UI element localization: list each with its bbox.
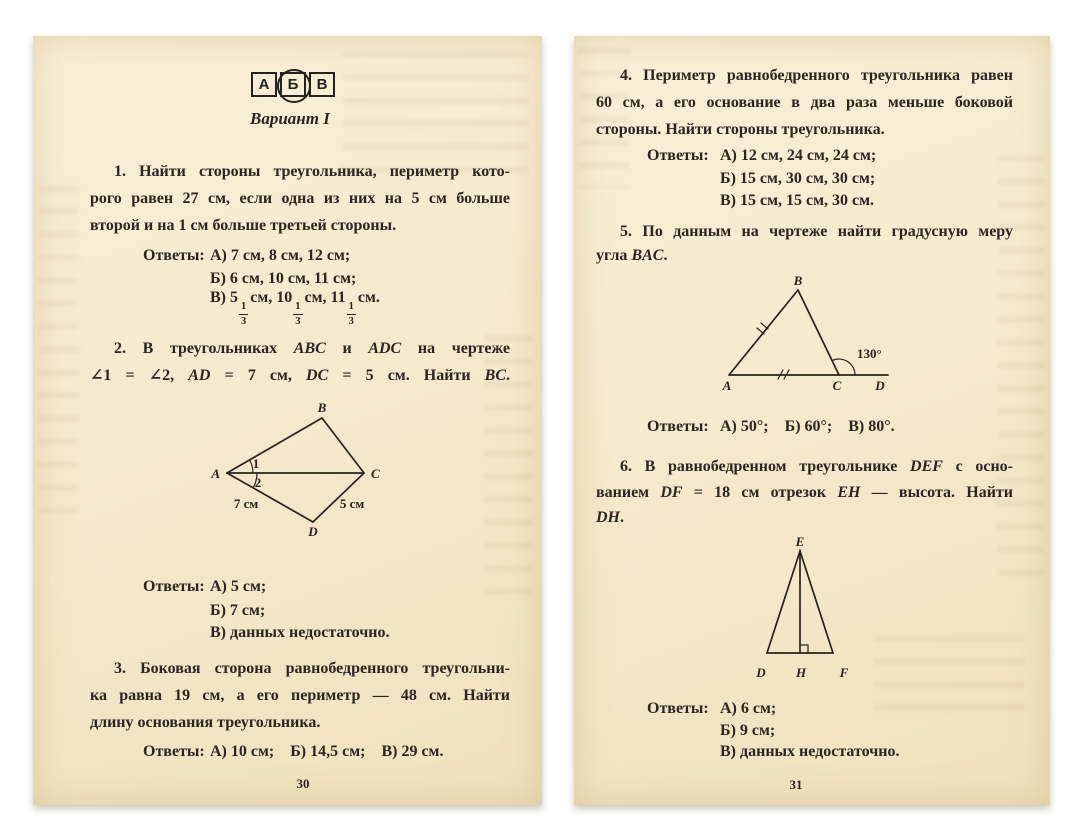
label-D: D [875,378,885,393]
math-var: EH [837,484,861,501]
problem4-line1: 4. Периметр равнобедренного треугольника равен [620,67,1013,84]
problem5-line1: 5. По данным на чертеже найти градусную меру [620,223,1013,240]
answer-key-circle-mark [277,69,311,103]
text-segment: угла [596,247,632,264]
label-C: C [832,378,842,393]
math-var: BC [484,367,506,384]
problem5-answers [720,417,895,437]
problem5-answer-v: В) 80°. [848,418,895,435]
right-angle-mark [800,645,808,653]
tick-AB-2 [761,323,768,329]
math-var: DEF [910,458,943,475]
problem3-answer-v: В) 29 см. [381,743,444,760]
text-segment: — высота. Найти [860,484,1013,501]
problem5-answer-b: Б) 60°; [784,418,833,435]
text-segment: и [325,340,369,357]
problem1-line2: рого равен 27 см, если одна из них на 5 см больше [90,190,510,207]
problem6-answer-v: В) данных недостаточно. [720,743,900,760]
label-A: A [211,466,220,481]
ghost-showthrough [874,636,1024,716]
problem5-answers-label: Ответы: [647,418,709,435]
side-AB [729,290,798,375]
answer-v-text: см. [357,289,380,306]
answer-key-box-b: Б [280,72,306,97]
problem2-answer-v: В) данных недостаточно. [210,624,390,641]
problem4-answers-label: Ответы: [647,147,709,164]
problem4-line3: стороны. Найти стороны треугольника. [596,121,885,138]
math-var: DF [660,484,683,501]
text-segment: . [620,509,624,526]
problem3-answer-b: Б) 14,5 см; [290,743,366,760]
variant-title: Вариант I [250,109,330,128]
tick-AB-1 [757,328,764,334]
problem4-answer-a: А) 12 см, 24 см, 24 см; [720,147,877,164]
page-number-31: 31 [789,777,803,792]
side-AB [227,418,322,473]
text-segment: = 18 см отрезок [682,484,838,501]
label-angle-130: 130° [857,346,882,361]
label-A: A [722,378,732,393]
fraction-one-third: $\frac{1}{3}$ [241,301,247,327]
problem3-answers [210,742,443,762]
label-angle2: 2 [254,475,262,490]
math-var: BAC [631,247,664,264]
label-DC-length: 5 см [339,496,365,511]
answer-key-box-v: В [309,72,335,97]
text-segment: . [663,247,668,264]
problem2-answers-label: Ответы: [143,578,205,595]
problem5-line2 [596,246,1013,266]
problem3-answer-a: А) 10 см; [210,743,275,760]
text-segment: ванием [596,484,661,501]
problem2-line2 [90,366,510,386]
label-angle1: 1 [252,456,260,471]
math-var: DH [596,509,620,526]
problem6-line3 [596,508,1013,528]
problem6-answer-a: А) 6 см; [720,700,777,717]
page-31 [574,36,1050,805]
label-B: B [317,400,327,415]
fraction-one-third: $\frac{1}{3}$ [348,301,354,327]
problem3-answers-label: Ответы: [143,743,205,760]
problem6-line1 [596,457,1013,477]
problem4-answer-b: Б) 15 см, 30 см, 30 см; [720,170,876,187]
text-segment: 6. В равнобедренном треугольнике [620,458,911,475]
problem6-line2 [596,483,1013,503]
figure-problem2-kite [200,400,390,545]
page-30 [33,36,542,805]
problem4-line2: 60 см, а его основание в два раза меньше боковой [596,94,1013,111]
problem1-answer-v [210,288,380,327]
answer-key-box-a: А [251,72,277,97]
side-BC [322,418,364,473]
problem6-answers-label: Ответы: [647,700,709,717]
problem2-line1 [90,339,510,359]
text-segment: с осно- [942,458,1014,475]
problem4-answer-v: В) 15 см, 15 см, 30 см. [720,192,874,209]
problem1-answer-a: А) 7 см, 8 см, 12 см; [210,247,351,264]
label-B: B [793,273,803,288]
math-var: DC [306,367,329,384]
math-var: AD [188,367,211,384]
answer-v-text: см, 10 [250,289,293,306]
ghost-showthrough [39,186,79,516]
label-H: H [795,665,807,680]
text-segment: = 7 см, [210,367,307,384]
fraction-one-third: $\frac{1}{3}$ [295,301,301,327]
math-var: ABC [293,340,326,357]
answer-v-text: В) 5 [210,289,238,306]
math-var: ADC [368,340,402,357]
label-E: E [795,534,805,549]
problem1-line3: второй и на 1 см больше третьей стороны. [90,217,397,234]
text-segment: ∠1 = ∠2, [90,367,189,384]
text-segment: = 5 см. Найти [328,367,485,384]
text-segment: 2. В треугольниках [114,340,294,357]
label-C: C [371,466,380,481]
text-segment: . [506,367,510,384]
problem1-line1: 1. Найти стороны треугольника, периметр кото- [114,163,510,180]
label-AD-length: 7 см [233,496,259,511]
figure-problem6-isosceles [740,530,870,680]
problem2-answer-a: А) 5 см; [210,578,267,595]
problem5-answer-a: А) 50°; [720,418,769,435]
label-F: F [839,665,849,680]
problem2-answer-b: Б) 7 см; [210,602,266,619]
problem3-line1: 3. Боковая сторона равнобедренного треугольни- [114,660,510,677]
figure-problem5-triangle [710,273,900,396]
problem3-line2: ка равна 19 см, а его периметр — 48 см. Найти [90,687,510,704]
label-D: D [756,665,766,680]
problem1-answer-b: Б) 6 см, 10 см, 11 см; [210,270,357,287]
problem1-answers-label: Ответы: [143,247,205,264]
text-segment: на чертеже [401,340,510,357]
answer-key-boxes [251,72,335,97]
answer-v-text: см, 11 [304,289,346,306]
problem6-answer-b: Б) 9 см; [720,722,776,739]
label-D: D [308,524,318,539]
side-BC [798,290,839,375]
ghost-showthrough [343,52,528,172]
problem3-line3: длину основания треугольника. [90,714,321,731]
page-number-30: 30 [296,776,310,791]
